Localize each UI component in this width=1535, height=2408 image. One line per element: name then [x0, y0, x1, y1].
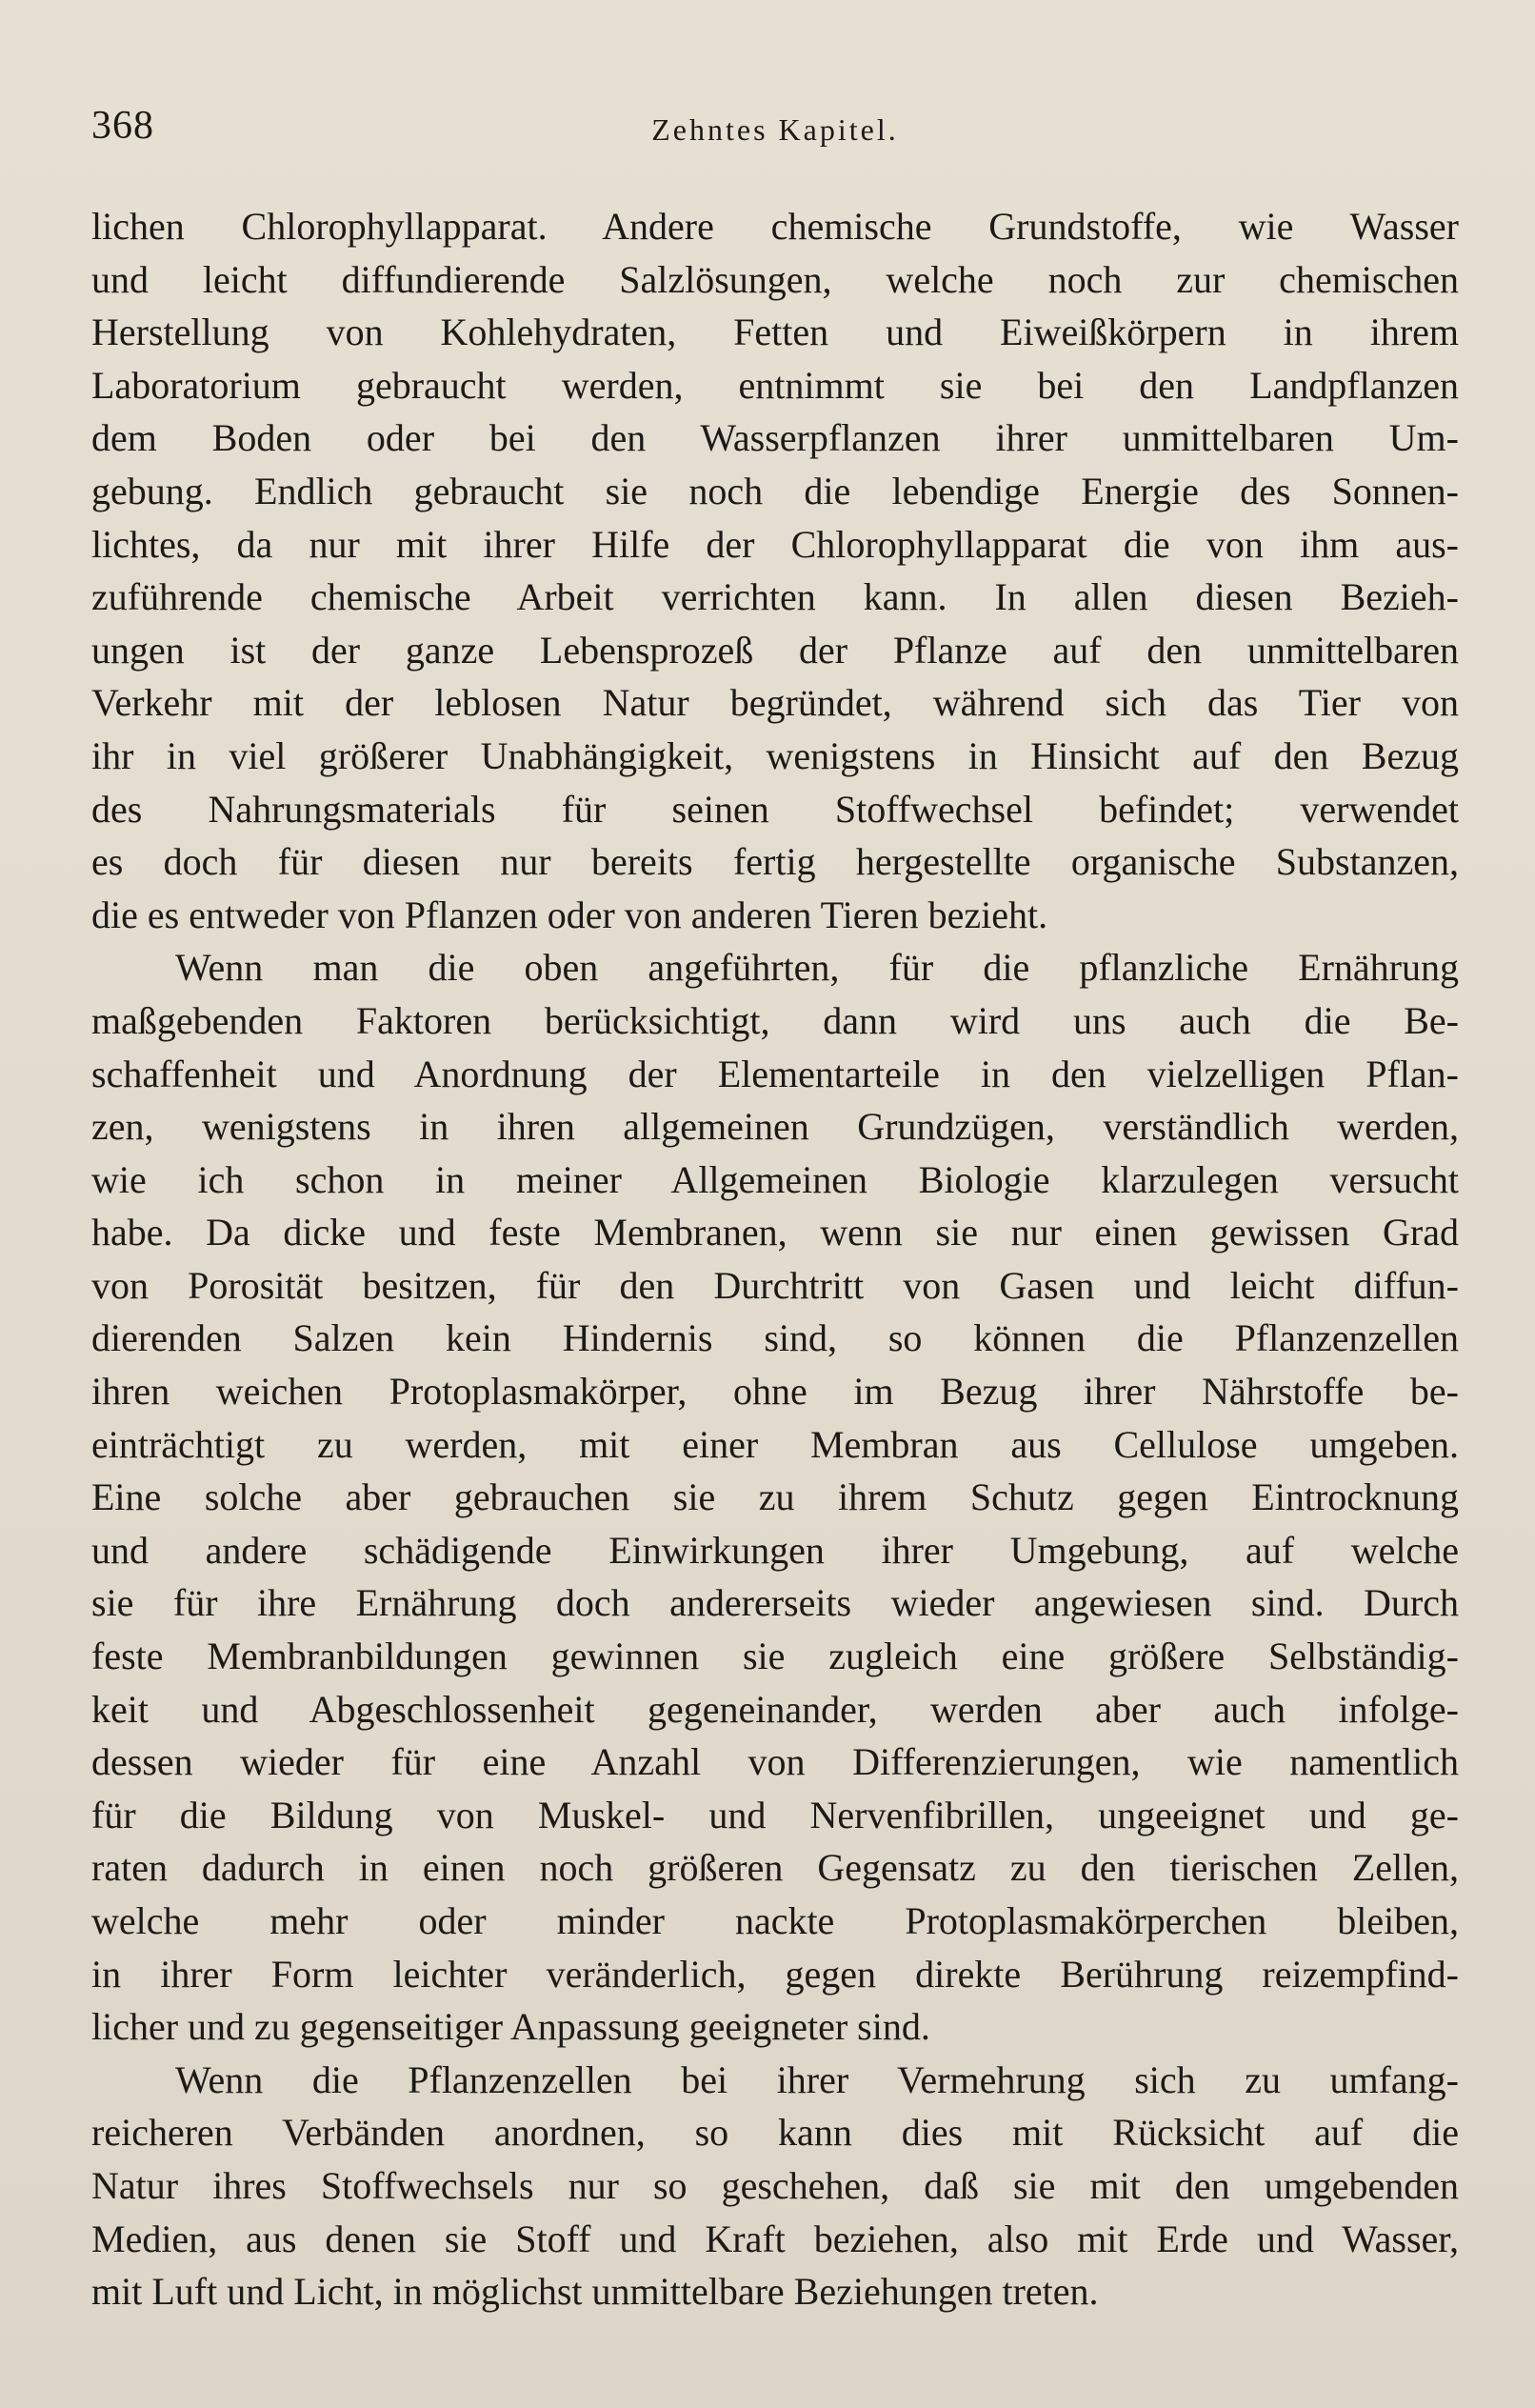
text-line: reicheren Verbänden anordnen, so kann dies mit Rücksicht auf die [91, 2111, 1459, 2155]
text-line: sie für ihre Ernährung doch andererseits wieder angewiesen sind. Durch [91, 1581, 1459, 1625]
text-line: in ihrer Form leichter veränderlich, gegen direkte Berührung reizempfind- [91, 1952, 1459, 1996]
text-line: von Porosität besitzen, für den Durchtritt von Gasen und leicht diffun- [91, 1263, 1459, 1307]
text-line: Medien, aus denen sie Stoff und Kraft beziehen, also mit Erde und Wasser, [91, 2217, 1459, 2260]
text-line: gebung. Endlich gebraucht sie noch die lebendige Energie des Sonnen- [91, 469, 1459, 512]
text-line: und leicht diffundierende Salzlösungen, welche noch zur chemischen [91, 257, 1459, 301]
paragraph [91, 2054, 1459, 2318]
text-line: mit Luft und Licht, in möglichst unmittelbare Beziehungen treten. [91, 2270, 1099, 2314]
text-line: ihr in viel größerer Unabhängigkeit, wenigstens in Hinsicht auf den Bezug [91, 733, 1459, 777]
text-line: dessen wieder für eine Anzahl von Differenzierungen, wie namentlich [91, 1740, 1459, 1784]
text-line: keit und Abgeschlossenheit gegeneinander, werden aber auch infolge- [91, 1687, 1459, 1731]
text-line: wie ich schon in meiner Allgemeinen Biologie klarzulegen versucht [91, 1157, 1459, 1201]
page-header [91, 103, 1459, 160]
text-line: ungen ist der ganze Lebensprozeß der Pflanze auf den unmittelbaren [91, 628, 1459, 672]
text-line: einträchtigt zu werden, mit einer Membran aus Cellulose umgeben. [91, 1422, 1459, 1466]
text-line: zen, wenigstens in ihren allgemeinen Grundzügen, verständlich werden, [91, 1105, 1459, 1149]
page-number: 368 [91, 104, 154, 148]
text-line: ihren weichen Protoplasmakörper, ohne im Bezug ihrer Nährstoffe be- [91, 1370, 1459, 1414]
text-line: Verkehr mit der leblosen Natur begründet, während sich das Tier von [91, 681, 1459, 725]
text-line: Natur ihres Stoffwechsels nur so geschehen, daß sie mit den umgebenden [91, 2163, 1459, 2207]
text-line: für die Bildung von Muskel- und Nervenfibrillen, ungeeignet und ge- [91, 1793, 1459, 1836]
text-line: lichtes, da nur mit ihrer Hilfe der Chlorophyllapparat die von ihm aus- [91, 522, 1459, 566]
text-line: licher und zu gegenseitiger Anpassung geeigneter sind. [91, 2005, 930, 2049]
text-line: dem Boden oder bei den Wasserpflanzen ihrer unmittelbaren Um- [91, 416, 1459, 460]
text-line: die es entweder von Pflanzen oder von anderen Tieren bezieht. [91, 893, 1048, 936]
paragraph [91, 200, 1459, 941]
text-line: dierenden Salzen kein Hindernis sind, so können die Pflanzenzellen [91, 1316, 1459, 1360]
text-line: es doch für diesen nur bereits fertig hergestellte organische Substanzen, [91, 840, 1459, 884]
text-line: schaffenheit und Anordnung der Elementarteile in den vielzelligen Pflan- [91, 1052, 1459, 1095]
paragraph [91, 941, 1459, 2053]
text-line: feste Membranbildungen gewinnen sie zugleich eine größere Selbständig- [91, 1635, 1459, 1678]
text-line: Wenn man die oben angeführten, für die pflanzliche Ernährung [175, 946, 1459, 990]
text-line: Eine solche aber gebrauchen sie zu ihrem Schutz gegen Eintrocknung [91, 1475, 1459, 1519]
body-text [91, 200, 1459, 2318]
text-line: Laboratorium gebraucht werden, entnimmt sie bei den Landpflanzen [91, 363, 1459, 407]
text-line: Herstellung von Kohlehydraten, Fetten und Eiweißkörpern in ihrem [91, 311, 1459, 354]
text-line: des Nahrungsmaterials für seinen Stoffwechsel befindet; verwendet [91, 787, 1459, 831]
text-line: lichen Chlorophyllapparat. Andere chemische Grundstoffe, wie Wasser [91, 205, 1459, 248]
text-line: habe. Da dicke und feste Membranen, wenn sie nur einen gewissen Grad [91, 1211, 1459, 1254]
text-line: raten dadurch in einen noch größeren Gegensatz zu den tierischen Zellen, [91, 1846, 1459, 1890]
running-head: Zehntes Kapitel. [651, 112, 899, 147]
text-line: welche mehr oder minder nackte Protoplasmakörperchen bleiben, [91, 1899, 1459, 1942]
text-line: maßgebenden Faktoren berücksichtigt, dann wird uns auch die Be- [91, 998, 1459, 1042]
text-line: Wenn die Pflanzenzellen bei ihrer Vermehrung sich zu umfang- [175, 2057, 1459, 2101]
text-line: zuführende chemische Arbeit verrichten kann. In allen diesen Bezieh- [91, 575, 1459, 619]
text-line: und andere schädigende Einwirkungen ihrer Umgebung, auf welche [91, 1528, 1459, 1572]
